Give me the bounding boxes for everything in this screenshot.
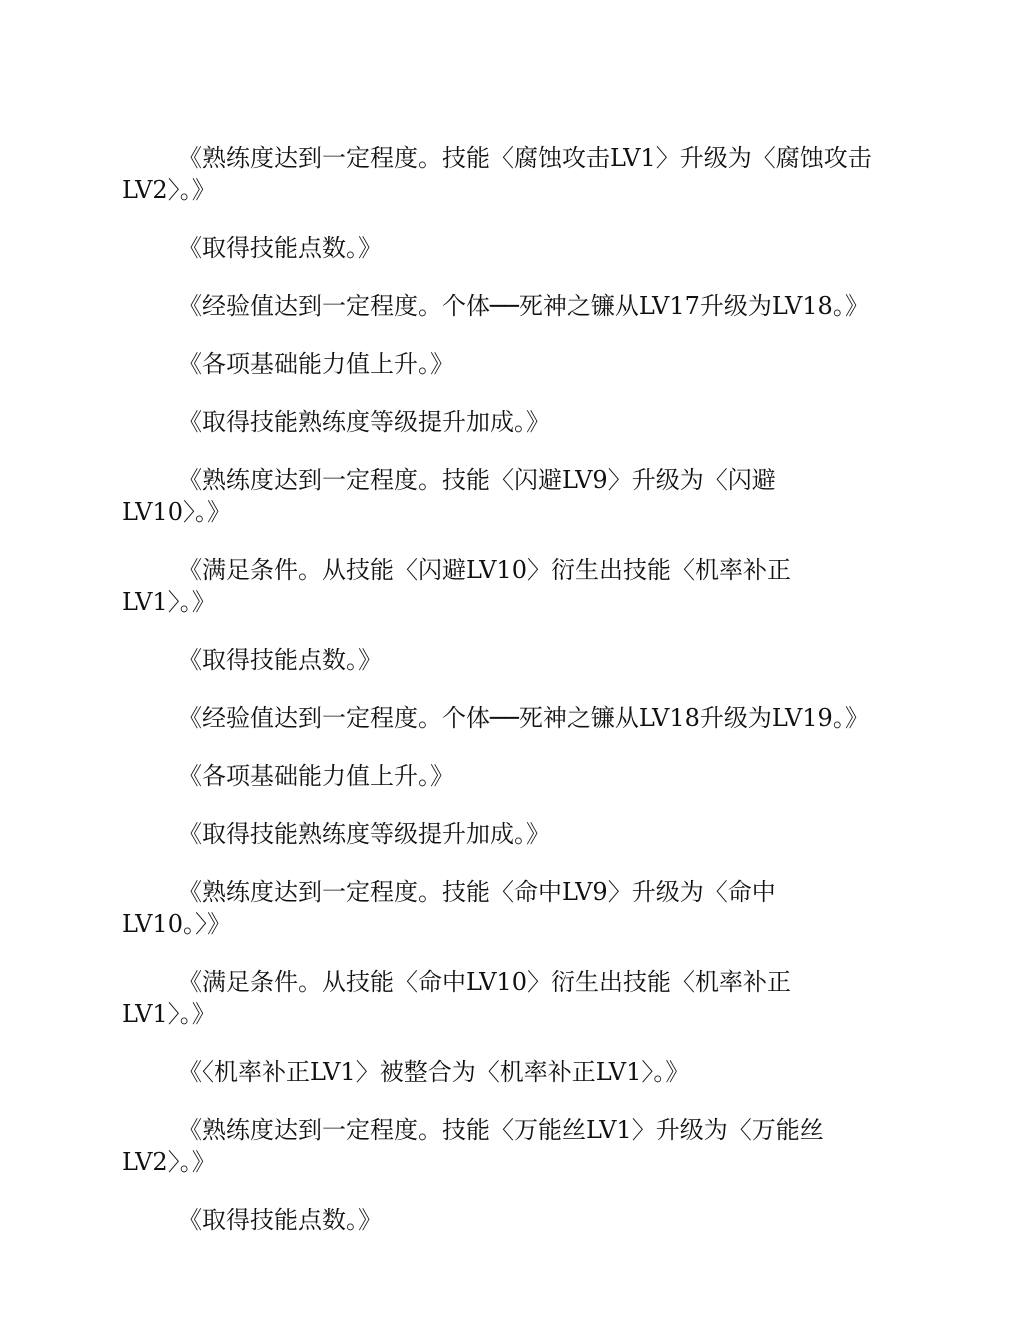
paragraph-line: 《各项基础能力值上升。》 <box>178 350 454 378</box>
paragraph-line: LV10〉。》 <box>122 498 231 526</box>
paragraph <box>122 554 902 618</box>
paragraph <box>122 644 902 676</box>
paragraph <box>122 966 902 1030</box>
paragraph <box>122 464 902 528</box>
paragraph <box>122 348 902 380</box>
paragraph-line: 《取得技能点数。》 <box>178 1206 382 1234</box>
paragraph <box>122 1056 902 1088</box>
paragraph-line: 《熟练度达到一定程度。技能〈万能丝LV1〉升级为〈万能丝 <box>178 1116 824 1144</box>
paragraph-line: LV1〉。》 <box>122 588 216 616</box>
paragraph-line: LV10。〉》 <box>122 910 231 938</box>
paragraph-line: LV1〉。》 <box>122 1000 216 1028</box>
paragraph <box>122 818 902 850</box>
paragraph <box>122 1114 902 1178</box>
paragraph-line: LV2〉。》 <box>122 1148 216 1176</box>
paragraph-line: 《经验值达到一定程度。个体──死神之镰从LV17升级为LV18。》 <box>178 292 869 320</box>
paragraph-line: 《熟练度达到一定程度。技能〈腐蚀攻击LV1〉升级为〈腐蚀攻击 <box>178 144 872 172</box>
paragraph <box>122 1204 902 1236</box>
paragraph-line: 《取得技能熟练度等级提升加成。》 <box>178 820 550 848</box>
paragraph-line: 《〈机率补正LV1〉被整合为〈机率补正LV1〉。》 <box>178 1058 690 1086</box>
paragraph-line: LV2〉。》 <box>122 176 216 204</box>
paragraph <box>122 406 902 438</box>
paragraph <box>122 702 902 734</box>
paragraph-line: 《取得技能点数。》 <box>178 234 382 262</box>
paragraph-line: 《取得技能点数。》 <box>178 646 382 674</box>
paragraph-line: 《取得技能熟练度等级提升加成。》 <box>178 408 550 436</box>
paragraph <box>122 876 902 940</box>
paragraph <box>122 142 902 206</box>
paragraph-line: 《满足条件。从技能〈闪避LV10〉衍生出技能〈机率补正 <box>178 556 791 584</box>
paragraph <box>122 760 902 792</box>
paragraph <box>122 290 902 322</box>
paragraph-line: 《熟练度达到一定程度。技能〈闪避LV9〉升级为〈闪避 <box>178 466 776 494</box>
paragraph-line: 《各项基础能力值上升。》 <box>178 762 454 790</box>
paragraph-line: 《熟练度达到一定程度。技能〈命中LV9〉升级为〈命中 <box>178 878 776 906</box>
paragraph <box>122 232 902 264</box>
paragraph-line: 《满足条件。从技能〈命中LV10〉衍生出技能〈机率补正 <box>178 968 791 996</box>
document-body <box>122 142 902 1262</box>
paragraph-line: 《经验值达到一定程度。个体──死神之镰从LV18升级为LV19。》 <box>178 704 869 732</box>
